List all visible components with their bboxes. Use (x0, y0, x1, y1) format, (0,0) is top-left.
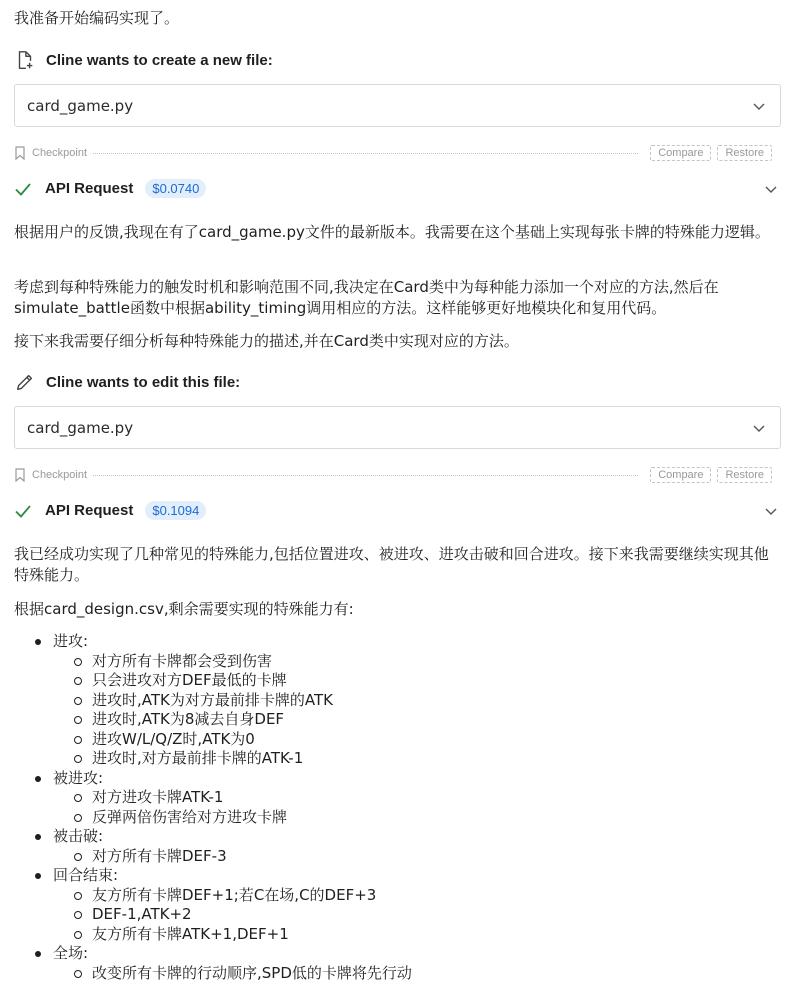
checkpoint-label: Checkpoint (32, 469, 88, 481)
create-file-header (14, 49, 273, 71)
assistant-paragraph-1: 根据用户的反馈,我现在有了card_game.py文件的最新版本。我需要在这个基础上实现每张卡牌的特殊能力逻辑。 (14, 223, 770, 241)
checkpoint-row-2 (14, 466, 772, 484)
checkpoint-divider (93, 475, 638, 476)
list-item: DEF-1,ATK+2 (53, 905, 412, 925)
checkpoint-row-1 (14, 144, 772, 162)
ability-category: 回合结束: (53, 866, 119, 884)
ability-category: 进攻: (53, 632, 89, 650)
assistant-paragraph-3: 接下来我需要仔细分析每种特殊能力的描述,并在Card类中实现对应的方法。 (14, 332, 519, 350)
bookmark-icon (14, 468, 26, 482)
compare-button[interactable]: Compare (650, 145, 711, 161)
list-item: 进攻时,对方最前排卡牌的ATK-1 (53, 749, 412, 769)
list-item: 进攻时,ATK为对方最前排卡牌的ATK (53, 691, 412, 711)
edit-file-header-label: Cline wants to edit this file: (46, 373, 241, 391)
list-item (14, 632, 412, 769)
cost-badge: $0.0740 (145, 179, 206, 198)
new-file-icon (14, 49, 36, 71)
pencil-icon (14, 371, 36, 393)
assistant-paragraph-4: 我已经成功实现了几种常见的特殊能力,包括位置进攻、被进攻、进攻击破和回合进攻。接下来我需要继续实现其他特殊能力。 (14, 545, 769, 584)
list-item: 只会进攻对方DEF最低的卡牌 (53, 671, 412, 691)
edit-file-header (14, 371, 240, 393)
assistant-paragraph-5: 根据card_design.csv,剩余需要实现的特殊能力有: (14, 600, 354, 618)
api-request-title: API Request (45, 502, 134, 519)
check-icon (14, 180, 32, 198)
checkpoint-label: Checkpoint (32, 147, 88, 159)
list-item: 进攻时,ATK为8减去自身DEF (53, 710, 412, 730)
chevron-down-icon[interactable] (752, 99, 766, 113)
api-request-row-2[interactable] (14, 501, 778, 520)
list-item: 对方所有卡牌DEF-3 (53, 847, 412, 867)
chevron-down-icon[interactable] (764, 182, 778, 196)
create-file-name: card_game.py (27, 96, 134, 115)
create-file-box[interactable] (14, 84, 781, 127)
restore-button[interactable]: Restore (717, 467, 772, 483)
list-item: 对方所有卡牌都会受到伤害 (53, 652, 412, 672)
ability-list (14, 632, 412, 983)
list-item: 友方所有卡牌ATK+1,DEF+1 (53, 925, 412, 945)
checkpoint-divider (93, 153, 638, 154)
intro-text: 我准备开始编码实现了。 (14, 9, 180, 27)
check-icon (14, 502, 32, 520)
list-item (14, 769, 412, 828)
api-request-title: API Request (45, 180, 134, 197)
api-request-row-1[interactable] (14, 179, 778, 198)
list-item: 改变所有卡牌的行动顺序,SPD低的卡牌将先行动 (53, 964, 412, 983)
list-item: 对方进攻卡牌ATK-1 (53, 788, 412, 808)
list-item (14, 944, 412, 983)
ability-category: 被击破: (53, 827, 104, 845)
cost-badge: $0.1094 (145, 501, 206, 520)
list-item (14, 827, 412, 866)
create-file-header-label: Cline wants to create a new file: (46, 51, 273, 69)
list-item: 进攻W/L/Q/Z时,ATK为0 (53, 730, 412, 750)
restore-button[interactable]: Restore (717, 145, 772, 161)
compare-button[interactable]: Compare (650, 467, 711, 483)
chevron-down-icon[interactable] (764, 504, 778, 518)
edit-file-box[interactable] (14, 406, 781, 449)
bookmark-icon (14, 146, 26, 160)
list-item (14, 866, 412, 944)
chevron-down-icon[interactable] (752, 421, 766, 435)
edit-file-name: card_game.py (27, 418, 134, 437)
list-item: 友方所有卡牌DEF+1;若C在场,C的DEF+3 (53, 886, 412, 906)
ability-category: 被进攻: (53, 768, 104, 787)
ability-category: 全场: (53, 944, 89, 962)
assistant-paragraph-2: 考虑到每种特殊能力的触发时机和影响范围不同,我决定在Card类中为每种能力添加一个对应的方法,然后在simulate_battle函数中根据ability_timing调用相应的方法。这样能够更好地模块化和复用代码。 (14, 278, 719, 317)
list-item: 反弹两倍伤害给对方进攻卡牌 (53, 808, 412, 828)
